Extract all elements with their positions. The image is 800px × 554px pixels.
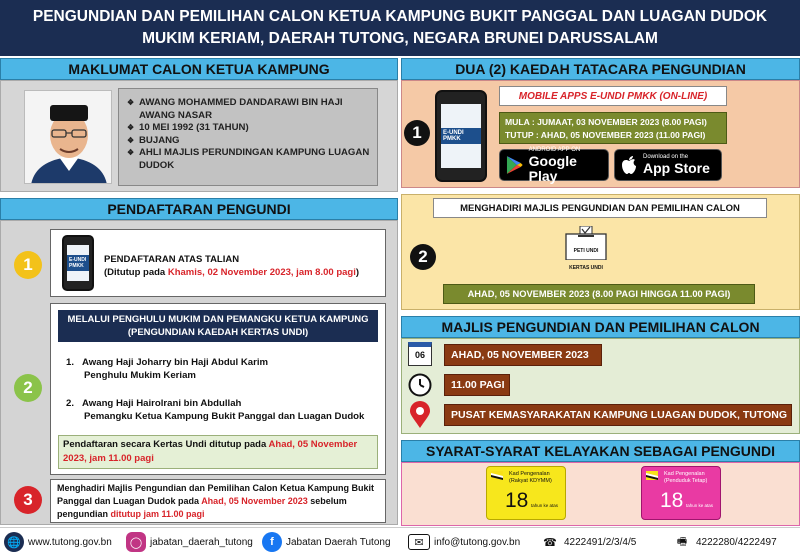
step-2-badge: 2 — [14, 374, 42, 402]
contact-person-1: 1. Awang Haji Joharry bin Haji Abdul Karim Penghulu Mukim Keriam — [66, 356, 382, 382]
step-3-badge: 3 — [14, 486, 42, 514]
candidate-dob: ❖ 10 MEI 1992 (31 TAHUN) — [127, 122, 371, 135]
facebook-icon: f — [262, 532, 282, 552]
page-banner — [0, 0, 800, 56]
candidate-info-box — [118, 88, 378, 186]
footer-facebook[interactable]: f Jabatan Daerah Tutong — [262, 531, 391, 553]
offline-registration-title: MELALUI PENGHULU MUKIM DAN PEMANGKU KETUA KAMPUNG (PENGUNDIAN KAEDAH KERTAS UNDI) — [58, 310, 378, 342]
citizen-ic-card: Kad Pengenalan (Rakyat KDYMM) 18 tahun ke atas — [486, 466, 566, 520]
online-voting-open: MULA : JUMAAT, 03 NOVEMBER 2023 (8.00 PAGI) — [505, 117, 707, 127]
location-pin-icon — [409, 401, 431, 429]
ballot-box-icon: PETI UNDI KERTAS UNDI — [560, 226, 612, 280]
instagram-icon: ◯ — [126, 532, 146, 552]
attend-ceremony-title: MENGHADIRI MAJLIS PENGUNDIAN DAN PEMILIHAN CALON — [433, 198, 767, 218]
calendar-icon: 06 — [408, 342, 432, 366]
apple-icon — [621, 156, 637, 175]
footer-phone[interactable]: ☎ 4222491/2/3/4/5 — [540, 531, 636, 553]
footer-email[interactable]: ✉ info@tutong.gov.bn — [408, 531, 520, 553]
online-voting-period — [499, 112, 727, 144]
banner-line-2: MUKIM KERIAM, DAERAH TUTONG, NEGARA BRUNEI DARUSSALAM — [142, 30, 658, 47]
footer-fax[interactable]: 🖷 4222280/4222497 — [672, 531, 777, 553]
brunei-flag-icon — [646, 471, 658, 480]
clock-icon — [408, 373, 432, 397]
eligibility-heading: SYARAT-SYARAT KELAYAKAN SEBAGAI PENGUNDI — [401, 440, 800, 462]
ceremony-venue: PUSAT KEMASYARAKATAN KAMPUNG LUAGAN DUDOK, TUTONG — [444, 404, 792, 426]
attend-voting-time: AHAD, 05 NOVEMBER 2023 (8.00 PAGI HINGGA 11.00 PAGI) — [443, 284, 755, 304]
contact-footer — [0, 527, 800, 554]
paper-ballot-deadline: Pendaftaran secara Kertas Undi ditutup pada Ahad, 05 November 2023, jam 11.00 pagi — [58, 435, 378, 469]
attend-in-person-box: Menghadiri Majlis Pengundian dan Pemilihan Calon Ketua Kampung Bukit Panggal dan Luagan Dudok pada Ahad, 05 November 2023 sebelum pengundian ditutup jam 11.00 pagi — [50, 479, 386, 523]
online-voting-close: TUTUP : AHAD, 05 NOVEMBER 2023 (11.00 PAGI) — [505, 130, 706, 140]
candidate-name: ❖ AWANG MOHAMMED DANDARAWI BIN HAJI AWANG NASAR — [127, 97, 371, 122]
candidate-portrait-icon — [25, 91, 112, 184]
online-registration-title: PENDAFTARAN ATAS TALIAN — [104, 254, 240, 265]
online-registration-text: PENDAFTARAN ATAS TALIAN (Ditutup pada Khamis, 02 November 2023, jam 8.00 pagi) — [104, 253, 384, 279]
method-1-badge: 1 — [404, 120, 430, 146]
ballot-box-graphic — [560, 226, 612, 260]
method-2-badge: 2 — [410, 244, 436, 270]
fax-icon: 🖷 — [672, 532, 692, 552]
footer-website[interactable]: 🌐 www.tutong.gov.bn — [4, 531, 112, 553]
footer-instagram[interactable]: ◯ jabatan_daerah_tutong — [126, 531, 253, 553]
contact-person-1-role: Penghulu Mukim Keriam — [84, 370, 196, 381]
contact-person-1-name: Awang Haji Joharry bin Haji Abdul Karim — [82, 357, 269, 368]
ceremony-date: AHAD, 05 NOVEMBER 2023 — [444, 344, 602, 366]
phone-icon: ☎ — [540, 532, 560, 552]
step-1-badge: 1 — [14, 251, 42, 279]
contact-person-2-name: Awang Haji Hairolrani bin Abdullah — [82, 398, 242, 409]
online-deadline: Khamis, 02 November 2023, jam 8.00 pagi — [167, 267, 356, 278]
candidate-heading: MAKLUMAT CALON KETUA KAMPUNG — [0, 58, 398, 80]
google-play-button[interactable]: ANDROID APP ON Google Play — [499, 149, 609, 181]
app-store-button[interactable]: Download on the App Store — [614, 149, 722, 181]
methods-heading: DUA (2) KAEDAH TATACARA PENGUNDIAN — [401, 58, 800, 80]
eundi-app-phone-icon: E-UNDI PMKK — [435, 90, 487, 182]
mobile-app-title: MOBILE APPS E-UNDI PMKK (ON-LINE) — [499, 86, 727, 106]
eligibility-panel — [401, 462, 800, 526]
globe-icon: 🌐 — [4, 532, 24, 552]
candidate-status: ❖ BUJANG — [127, 135, 371, 148]
banner-line-1: PENGUNDIAN DAN PEMILIHAN CALON KETUA KAMPUNG BUKIT PANGGAL DAN LUAGAN DUDOK — [32, 8, 768, 25]
contact-person-2: 2. Awang Haji Hairolrani bin Abdullah Pemangku Ketua Kampung Bukit Panggal dan Luagan Dudok — [66, 397, 382, 423]
candidate-photo — [24, 90, 112, 184]
contact-person-2-role: Pemangku Ketua Kampung Bukit Panggal dan Luagan Dudok — [84, 411, 365, 422]
ceremony-time: 11.00 PAGI — [444, 374, 510, 396]
ceremony-heading: MAJLIS PENGUNDIAN DAN PEMILIHAN CALON — [401, 316, 800, 338]
resident-min-age: 18 — [660, 489, 684, 512]
email-icon: ✉ — [408, 534, 430, 550]
resident-ic-card: Kad Pengenalan (Penduduk Tetap) 18 tahun ke atas — [641, 466, 721, 520]
brunei-flag-icon — [491, 471, 503, 480]
citizen-min-age: 18 — [505, 489, 529, 512]
google-play-icon — [506, 155, 524, 175]
candidate-role: ❖ AHLI MAJLIS PERUNDINGAN KAMPUNG LUAGAN DUDOK — [127, 147, 371, 172]
registration-heading: PENDAFTARAN PENGUNDI — [0, 198, 398, 220]
mobile-phone-icon: E-UNDI PMKK — [62, 235, 94, 291]
